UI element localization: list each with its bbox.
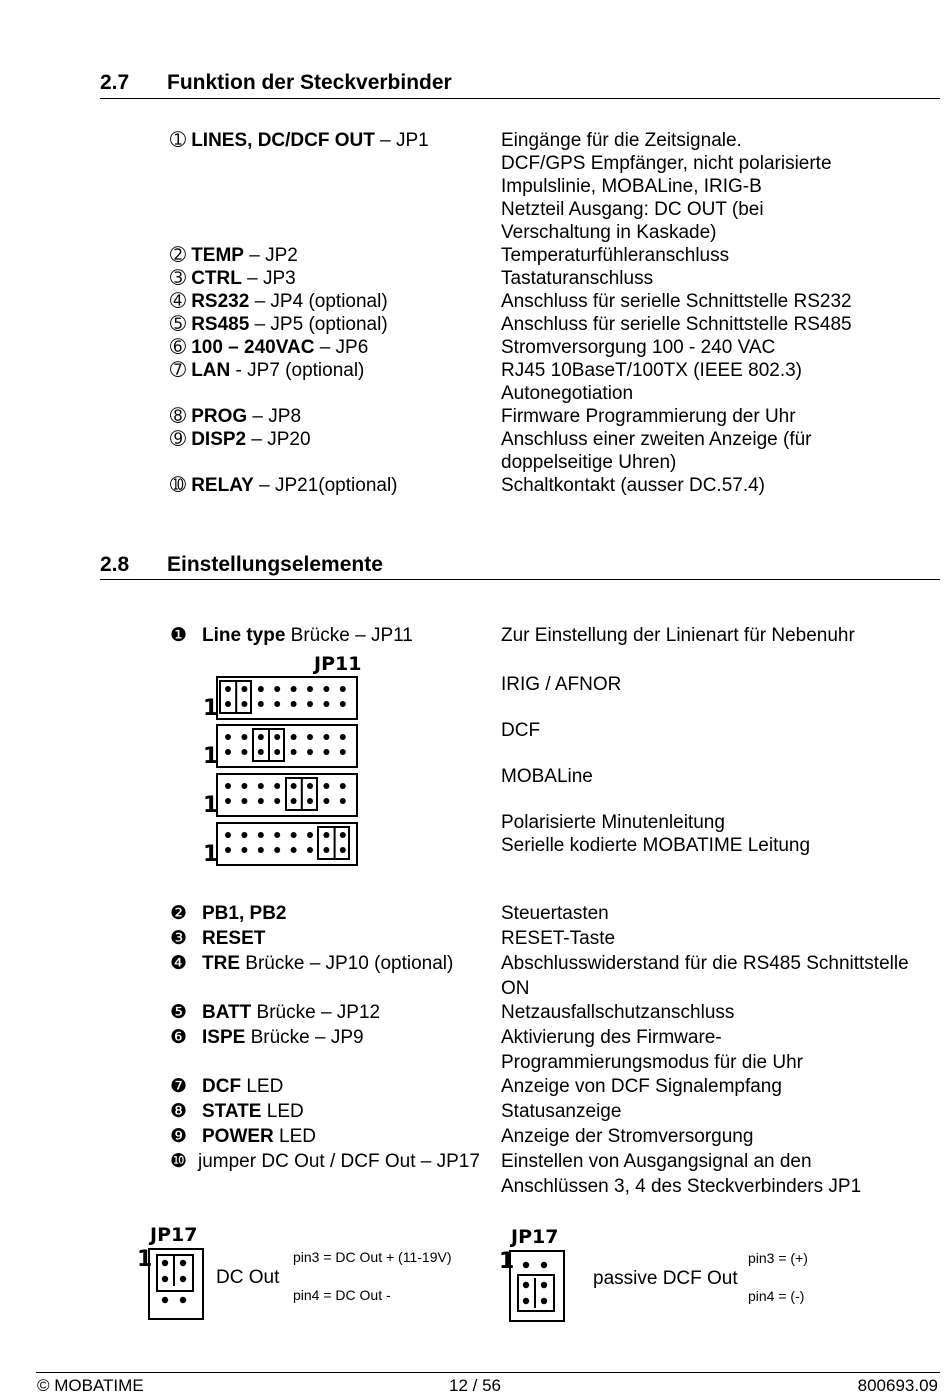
footer-copyright: © MOBATIME (37, 1376, 144, 1395)
jp11-pins (216, 676, 358, 720)
pin1-label: 1 (137, 1247, 153, 1272)
item-description: RJ45 10BaseT/100TX (IEEE 802.3) (501, 360, 802, 381)
item-description: Autonegotiation (501, 383, 634, 404)
item-description: Anzeige von DCF Signalempfang (501, 1076, 782, 1097)
item-rest: – JP1 (374, 130, 429, 151)
item-description: DCF/GPS Empfänger, nicht polarisierte (501, 153, 832, 174)
number-icon: ➈ (170, 429, 186, 450)
item-name: POWER (202, 1126, 274, 1147)
item-description: Temperaturfühleranschluss (501, 245, 730, 266)
list-item (202, 927, 265, 950)
section-number: 2.8 (100, 553, 130, 576)
bullet-icon: ❻ (170, 1027, 188, 1048)
bullet-icon: ❺ (170, 1002, 188, 1023)
item-description: Anschlüssen 3, 4 des Steckverbinders JP1 (501, 1175, 862, 1197)
item-name: RESET (202, 928, 266, 949)
item-description: Firmware Programmierung der Uhr (501, 406, 796, 427)
item-rest: – JP2 (243, 245, 298, 266)
item-name: STATE (202, 1101, 262, 1122)
list-item (198, 1150, 480, 1173)
pin1-label: 1 (499, 1249, 515, 1274)
item-description: Statusanzeige (501, 1101, 622, 1122)
item-name: LINES, DC/DCF OUT (191, 130, 375, 151)
section-rule (100, 579, 940, 580)
item-description: Eingänge für die Zeitsignale. (501, 130, 742, 151)
item-name: ISPE (202, 1027, 246, 1048)
line-type-option: MOBALine (501, 766, 593, 787)
item-name: PB1, PB2 (202, 903, 287, 924)
item-description: Verschaltung in Kaskade) (501, 222, 717, 243)
number-icon: ➃ (170, 291, 186, 312)
item-description: ON (501, 977, 530, 999)
jp17-label: JP17 (150, 1224, 198, 1246)
item-rest: – JP5 (optional) (249, 314, 388, 335)
list-item (170, 336, 368, 359)
item-name: RELAY (191, 475, 254, 496)
item-rest: jumper DC Out / DCF Out – JP17 (198, 1151, 480, 1172)
list-item (202, 1100, 304, 1123)
bullet-icon: ❽ (170, 1101, 188, 1122)
item-rest: – JP4 (optional) (249, 291, 388, 312)
item-rest: Brücke – JP12 (251, 1002, 381, 1023)
jp17-label: JP17 (511, 1226, 559, 1248)
item-description: Einstellen von Ausgangsignal an den (501, 1151, 812, 1172)
jp11-label: JP11 (314, 653, 362, 675)
item-description: Steuertasten (501, 903, 609, 924)
item-rest: LED (241, 1076, 284, 1097)
item-name: PROG (191, 406, 248, 427)
item-description: Anschluss für serielle Schnittstelle RS485 (501, 314, 852, 335)
number-icon: ➉ (170, 475, 186, 496)
item-description: Tastaturanschluss (501, 268, 654, 289)
item-description: Stromversorgung 100 - 240 VAC (501, 337, 776, 358)
item-name: TEMP (191, 245, 244, 266)
item-description: Anschluss für serielle Schnittstelle RS232 (501, 291, 852, 312)
number-icon: ➆ (170, 360, 186, 381)
item-name: TRE (202, 953, 240, 974)
line-type-option: IRIG / AFNOR (501, 674, 622, 695)
number-icon: ➄ (170, 314, 186, 335)
bullet-icon: ❶ (170, 625, 188, 646)
line-type-option: DCF (501, 720, 541, 741)
jp11-pins (216, 822, 358, 866)
section-title: Einstellungselemente (167, 553, 383, 576)
section-rule (100, 98, 940, 99)
list-item (202, 1125, 316, 1148)
item-description: Zur Einstellung der Linienart für Nebenuhr (501, 625, 855, 646)
list-item (202, 1026, 364, 1049)
item-description: Abschlusswiderstand für die RS485 Schnittstelle (501, 953, 909, 974)
item-name: BATT (202, 1002, 252, 1023)
list-item (170, 244, 298, 267)
item-description: Programmierungsmodus für die Uhr (501, 1051, 804, 1073)
item-description: doppelseitige Uhren) (501, 452, 677, 473)
pin1-label: 1 (203, 842, 219, 867)
footer-rule (36, 1372, 940, 1373)
list-item (170, 405, 301, 428)
list-item (202, 1075, 283, 1098)
item-rest: – JP3 (241, 268, 296, 289)
number-icon: ➀ (170, 130, 186, 151)
item-description: Netzteil Ausgang: DC OUT (bei (501, 199, 764, 220)
pin4-text: pin4 = (-) (748, 1288, 805, 1304)
list-item (170, 359, 364, 382)
pin4-text: pin4 = DC Out - (293, 1287, 391, 1303)
item-description: Anschluss einer zweiten Anzeige (für (501, 429, 812, 450)
number-icon: ➅ (170, 337, 186, 358)
list-item (170, 290, 388, 313)
number-icon: ➇ (170, 406, 186, 427)
item-description: Anzeige der Stromversorgung (501, 1126, 754, 1147)
list-item (170, 474, 398, 497)
section-title: Funktion der Steckverbinder (167, 71, 452, 94)
bullet-icon: ❼ (170, 1076, 188, 1097)
item-rest: Brücke – JP9 (245, 1027, 364, 1048)
item-rest: - JP7 (optional) (230, 360, 365, 381)
item-rest: – JP6 (314, 337, 369, 358)
item-name: LAN (191, 360, 231, 381)
item-rest: LED (261, 1101, 304, 1122)
item-rest: Brücke – JP10 (optional) (240, 953, 454, 974)
item-name: RS485 (191, 314, 250, 335)
list-item (202, 1001, 380, 1024)
item-name: RS232 (191, 291, 250, 312)
pin1-label: 1 (203, 744, 219, 769)
section-number: 2.7 (100, 71, 130, 94)
item-rest: – JP20 (246, 429, 311, 450)
line-type-option: Serielle kodierte MOBATIME Leitung (501, 835, 811, 856)
jp11-pins (216, 773, 358, 817)
pin3-text: pin3 = (+) (748, 1250, 808, 1266)
list-item (170, 428, 311, 451)
item-description: Netzausfallschutzanschluss (501, 1002, 735, 1023)
item-description: Aktivierung des Firmware- (501, 1027, 722, 1048)
item-name: 100 – 240VAC (191, 337, 315, 358)
bullet-icon: ❾ (170, 1126, 188, 1147)
item-rest: – JP8 (247, 406, 302, 427)
bullet-icon: ❿ (170, 1151, 188, 1172)
item-description: Impulslinie, MOBALine, IRIG-B (501, 176, 762, 197)
item-name: DISP2 (191, 429, 247, 450)
item-description: RESET-Taste (501, 928, 616, 949)
list-item (170, 313, 388, 336)
item-description: Schaltkontakt (ausser DC.57.4) (501, 475, 766, 496)
jp17-pins-right (509, 1250, 565, 1322)
jp11-pins (216, 724, 358, 768)
jp17-pins-left (148, 1248, 204, 1320)
bullet-icon: ❹ (170, 953, 188, 974)
list-item (202, 902, 286, 925)
number-icon: ➂ (170, 268, 186, 289)
dc-out-label: DC Out (216, 1267, 280, 1288)
list-item (170, 624, 187, 647)
number-icon: ➁ (170, 245, 186, 266)
pin1-label: 1 (203, 696, 219, 721)
list-item (170, 267, 296, 290)
page-number: 12 / 56 (449, 1376, 501, 1395)
item-rest: – JP21(optional) (253, 475, 398, 496)
doc-number: 800693.09 (857, 1376, 938, 1395)
pin3-text: pin3 = DC Out + (11-19V) (293, 1249, 452, 1265)
list-item (202, 624, 413, 647)
passive-dcf-label: passive DCF Out (593, 1268, 738, 1289)
line-type-option: Polarisierte Minutenleitung (501, 812, 725, 833)
list-item (202, 952, 453, 975)
item-rest: LED (273, 1126, 317, 1147)
bullet-icon: ❸ (170, 928, 188, 949)
pin1-label: 1 (203, 793, 219, 818)
item-name: DCF (202, 1076, 242, 1097)
item-rest: Brücke – JP11 (285, 625, 413, 646)
item-name: Line type (202, 625, 286, 646)
bullet-icon: ❷ (170, 903, 188, 924)
item-name: CTRL (191, 268, 242, 289)
list-item (170, 129, 429, 152)
